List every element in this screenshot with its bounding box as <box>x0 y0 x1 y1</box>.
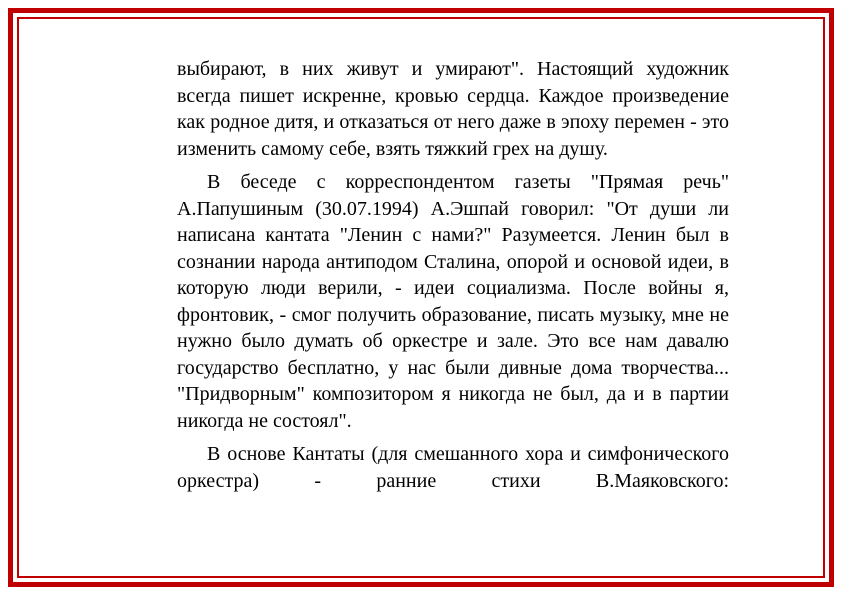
paragraph-3: В основе Кантаты (для смешанного хора и симфонического оркестра) - ранние стихи В.Маяковского: <box>177 443 729 492</box>
paragraph-1: выбирают, в них живут и умирают". Настоящий художник всегда пишет искренне, кровью сердца. Каждое произведение как родное дитя, и отказаться от него даже в эпоху перемен - это изменить самому себе, взять тяжкий грех на душу. <box>177 58 729 160</box>
paragraph-2: В беседе с корреспондентом газеты "Прямая речь" А.Папушиным (30.07.1994) А.Эшпай говорил: "От души ли написана кантата "Ленин с нами?" Разумеется. Ленин был в сознании народа антиподом Сталина, опорой и основой идеи, в которую люди верили, - идеи социализма. После войны я, фронтовик, - смог получить образование, писать музыку, мне не нужно было думать об оркестре и зале. Это все нам давалю государство бесплатно, у нас были дивные дома творчества... "Придворным" композитором я никогда не был, да и в партии никогда не состоял". <box>177 171 729 432</box>
document-body <box>177 56 729 501</box>
